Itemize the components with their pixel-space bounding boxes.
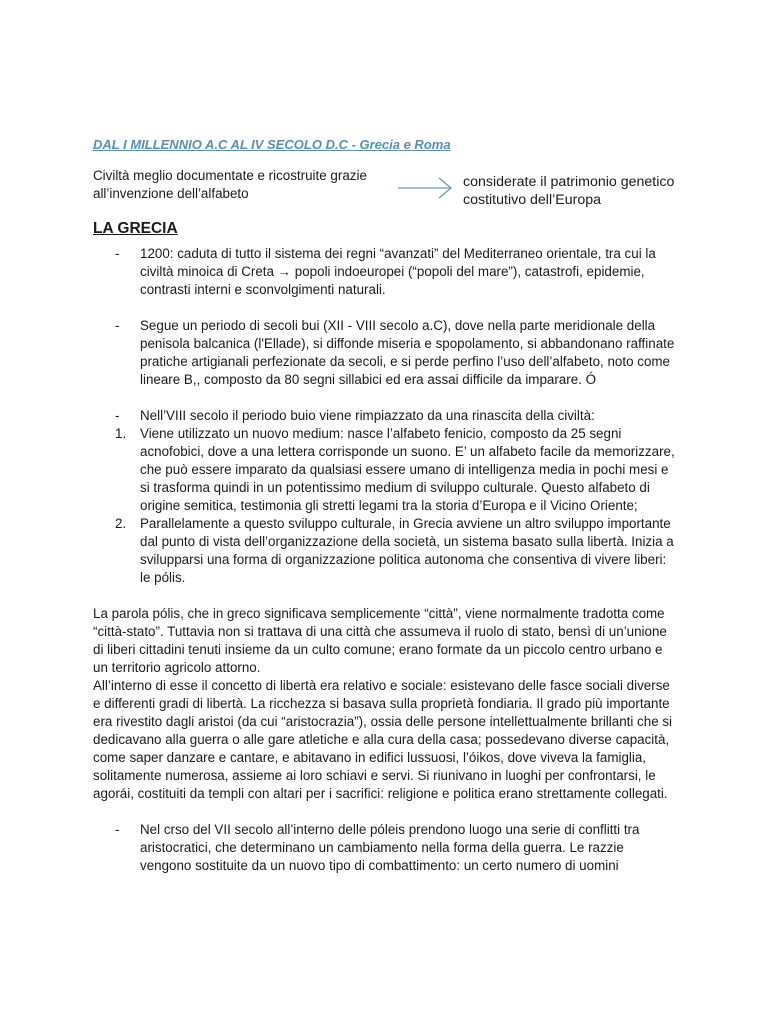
right-arrow-icon	[396, 175, 454, 201]
document-title[interactable]: DAL I MILLENNIO A.C AL IV SECOLO D.C - Grecia e Roma	[93, 137, 451, 152]
list-number: 1.	[115, 426, 127, 441]
list-marker: -	[115, 822, 120, 837]
list-marker: -	[115, 318, 120, 333]
intro-left-text: Civiltà meglio documentate e ricostruite grazie all’invenzione dell’alfabeto	[93, 168, 367, 201]
bullet-list-1	[93, 245, 678, 425]
list-marker: -	[115, 408, 120, 423]
paragraph: All’interno di esse il concetto di libertà era relativo e sociale: esistevano delle fasce sociali diverse e differenti gradi di libertà. La ricchezza si basava sulla proprietà fondiaria. Il grado più importante era rivestito dagli aristoi (da cui “aristocrazia”), ossia delle persone intellettualmente brillanti che si dedicavano alla guerra o alle gare atletiche e alla cura della casa; possedevano diverse capacità, come saper danzare e cantare, e abitavano in edifici lussuosi, l’óikos, dove viveva la famiglia, solitamente numerosa, assieme ai loro schiavi e servi. Si riunivano in luoghi per confrontarsi, le agorái, costituiti da templi con altari per i sacrifici: religione e politica erano strettamente collegati.	[93, 678, 673, 801]
list-item-text: Parallelamente a questo sviluppo culturale, in Grecia avviene un altro sviluppo importante dal punto di vista dell’organizzazione della società, un sistema basato sulla libertà. Inizia a svilupparsi una forma di organizzazione politica autonoma che consentiva di vivere liberi: le pólis.	[140, 516, 674, 585]
list-marker: -	[115, 246, 120, 261]
list-item-text: Segue un periodo di secoli bui (XII - VIII secolo a.C), dove nella parte meridionale della penisola balcanica (l'Ellade), si diffonde miseria e spopolamento, si abbandonano raffinate pratiche artigianali perfezionate da secoli, e si perde perfino l’uso dell’alfabeto, noto come lineare B,, composto da 80 segni sillabici ed era assai difficile da imparare. Ó	[140, 318, 675, 387]
intro-block	[93, 167, 678, 211]
list-item	[93, 317, 678, 389]
intro-right-text: considerate il patrimonio genetico costitutivo dell’Europa	[463, 174, 675, 208]
list-item	[93, 407, 678, 425]
list-item-text: Nell’VIII secolo il periodo buio viene rimpiazzato da una rinascita della civiltà:	[140, 408, 595, 423]
list-item	[93, 425, 678, 515]
list-item	[93, 245, 678, 299]
bullet-list-2	[93, 821, 678, 875]
list-spacer	[93, 299, 678, 317]
list-number: 2.	[115, 516, 127, 531]
list-item	[93, 515, 678, 587]
list-item-text: 1200: caduta di tutto il sistema dei regni “avanzati” del Mediterraneo orientale, tra cui la civiltà minoica di Creta → popoli indoeuropei (“popoli del mare”), catastrofi, epidemie, contrasti interni e sconvolgimenti naturali.	[140, 246, 656, 297]
list-item	[93, 821, 678, 875]
section-heading: LA GRECIA	[93, 220, 178, 237]
numbered-list	[93, 425, 678, 587]
list-spacer	[93, 389, 678, 407]
paragraph: La parola pólis, che in greco significava semplicemente “città”, viene normalmente tradotta come “città-stato”. Tuttavia non si trattava di una città che assumeva il ruolo di stato, bensì di un’unione di liberi cittadini tenuti insieme da un culto comune; erano formate da un piccolo centro urbano e un territorio agricolo attorno.	[93, 606, 667, 675]
paragraph-spacer	[93, 587, 678, 605]
list-item-text: Viene utilizzato un nuovo medium: nasce l’alfabeto fenicio, composto da 25 segni acnofobici, dove a una lettera corrisponde un suono. E’ un alfabeto facile da memorizzare, che può essere imparato da qualsiasi essere umano di intelligenza media in pochi mesi e si trasforma quindi in un potentissimo medium di sviluppo culturale. Questo alfabeto di origine semitica, testimonia gli stretti legami tra la storia d’Europa e il Vicino Oriente;	[140, 426, 675, 513]
document-page	[93, 136, 678, 875]
paragraph-spacer	[93, 803, 678, 821]
list-item-text: Nel crso del VII secolo all’interno delle póleis prendono luogo una serie di conflitti tra aristocratici, che determinano un cambiamento nella forma della guerra. Le razzie vengono sostituite da un nuovo tipo di combattimento: un certo numero di uomini	[140, 822, 640, 873]
